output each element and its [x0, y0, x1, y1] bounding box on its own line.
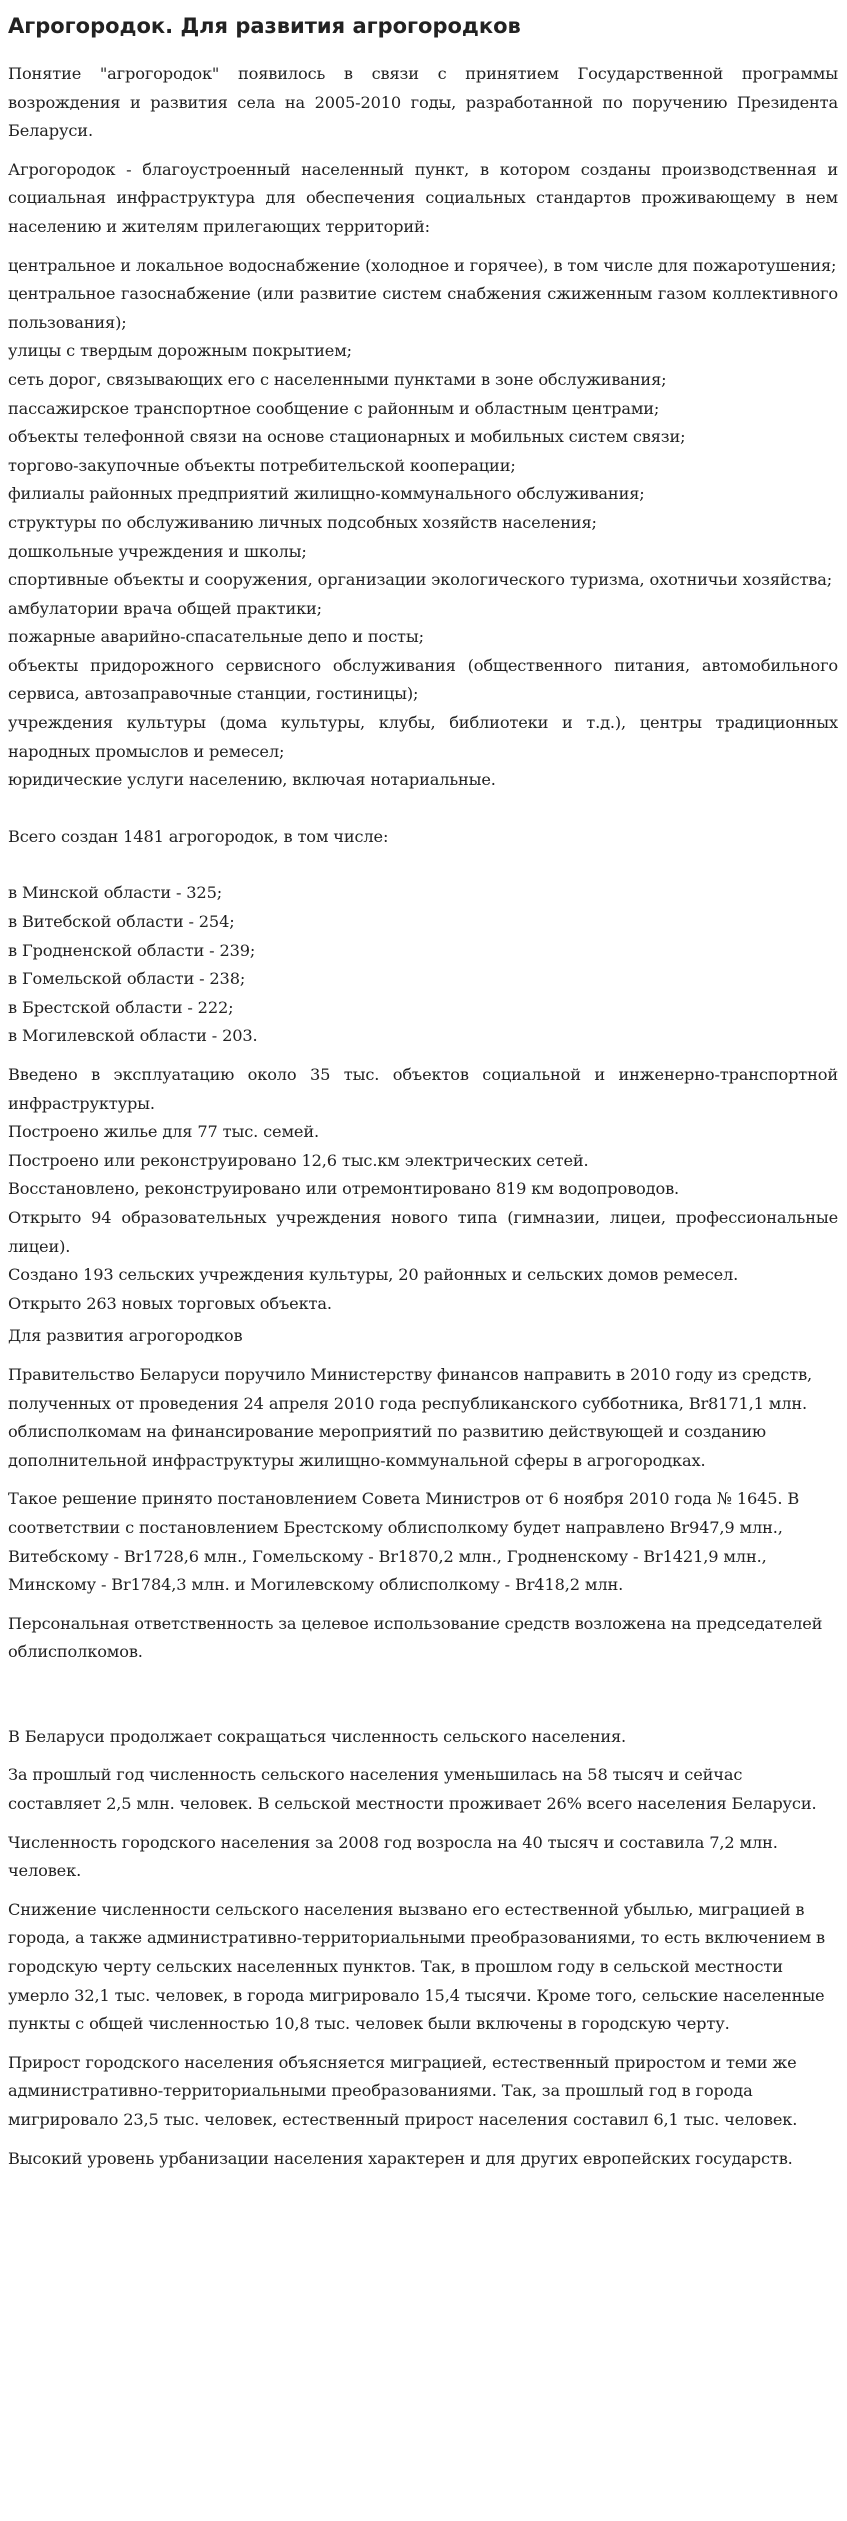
infrastructure-item: центральное и локальное водоснабжение (холодное и горячее), в том числе для пожаротушения; [8, 255, 837, 275]
infrastructure-item: пассажирское транспортное сообщение с районным и областным центрами; [8, 398, 660, 418]
region-item: в Брестской области - 222; [8, 997, 234, 1017]
infrastructure-item: структуры по обслуживанию личных подсобных хозяйств населения; [8, 512, 597, 532]
infrastructure-list [8, 252, 838, 795]
region-item: в Минской области - 325; [8, 883, 223, 903]
infrastructure-item: сеть дорог, связывающих его с населенными пунктами в зоне обслуживания; [8, 369, 667, 389]
results-list [8, 1061, 838, 1318]
infrastructure-item: торгово-закупочные объекты потребительской кооперации; [8, 455, 516, 475]
population-paragraph: Высокий уровень урбанизации населения характерен и для других европейских государств. [8, 2148, 793, 2168]
development-paragraph: Правительство Беларуси поручило Министерству финансов направить в 2010 году из средств, полученных от проведения 24 апреля 2010 года республиканского субботника, Br8171,1 млн. облисполкомам на финансирование мероприятий по развитию действующей и созданию дополнительной инфраструктуры жилищно-коммунальной сферы в агрогородках. [8, 1364, 813, 1470]
infrastructure-item: объекты телефонной связи на основе стационарных и мобильных систем связи; [8, 427, 686, 447]
result-item: Создано 193 сельских учреждения культуры, 20 районных и сельских домов ремесел. [8, 1265, 739, 1285]
infrastructure-item: улицы с твердым дорожным покрытием; [8, 341, 352, 361]
population-paragraph: За прошлый год численность сельского населения уменьшилась на 58 тысяч и сейчас составляет 2,5 млн. человек. В сельской местности проживает 26% всего населения Беларуси. [8, 1765, 817, 1814]
infrastructure-item: спортивные объекты и сооружения, организации экологического туризма, охотничьи хозяйства; [8, 570, 833, 590]
infrastructure-item: учреждения культуры (дома культуры, клубы, библиотеки и т.д.), центры традиционных народных промыслов и ремесел; [8, 713, 838, 761]
region-item: в Гомельской области - 238; [8, 969, 246, 989]
result-item: Восстановлено, реконструировано или отремонтировано 819 км водопроводов. [8, 1179, 680, 1199]
total-count-text: Всего создан 1481 агрогородок, в том числе: [8, 826, 389, 846]
population-paragraph: В Беларуси продолжает сокращаться численность сельского населения. [8, 1726, 627, 1746]
infrastructure-item: юридические услуги населению, включая нотариальные. [8, 770, 496, 790]
region-item: в Витебской области - 254; [8, 912, 235, 932]
result-item: Введено в эксплуатацию около 35 тыс. объектов социальной и инженерно-транспортной инфраструктуры. [8, 1065, 838, 1113]
result-item: Открыто 263 новых торговых объекта. [8, 1293, 332, 1313]
result-item: Открыто 94 образовательных учреждения нового типа (гимназии, лицеи, профессиональные лицеи). [8, 1207, 838, 1256]
infrastructure-item: объекты придорожного сервисного обслуживания (общественного питания, автомобильного сервиса, автозаправочные станции, гостиницы); [8, 655, 838, 704]
infrastructure-item: дошкольные учреждения и школы; [8, 541, 307, 561]
intro-paragraph: Агрогородок - благоустроенный населенный пункт, в котором созданы производственная и социальная инфраструктура для обеспечения социальных стандартов проживающему в нем населению и жителям прилегающих территорий: [8, 159, 838, 236]
result-item: Построено жилье для 77 тыс. семей. [8, 1122, 319, 1142]
infrastructure-item: амбулатории врача общей практики; [8, 598, 322, 618]
infrastructure-item: филиалы районных предприятий жилищно-коммунального обслуживания; [8, 484, 645, 504]
regions-list [8, 879, 838, 1051]
article-title: Агрогородок. Для развития агрогородков [8, 14, 521, 38]
infrastructure-item: пожарные аварийно-спасательные депо и посты; [8, 627, 424, 647]
region-item: в Гродненской области - 239; [8, 940, 256, 960]
section-subheading: Для развития агрогородков [8, 1326, 243, 1346]
article [8, 0, 838, 2173]
development-paragraph: Такое решение принято постановлением Совета Министров от 6 ноября 2010 года № 1645. В соответствии с постановлением Брестскому облисполкому будет направлено Br947,9 млн., Витебскому - Br1728,6 млн., Гомельскому - Br1870,2 млн., Гродненскому - Br1421,9 млн., Минскому - Br1784,3 млн. и Могилевскому облисполкому - Br418,2 млн. [8, 1489, 800, 1595]
population-paragraph: Прирост городского населения объясняется миграцией, естественный приростом и теми же административно-территориальными преобразованиями. Так, за прошлый год в города мигрировало 23,5 тыс. человек, естественный прирост населения составил 6,1 тыс. человек. [8, 2052, 798, 2129]
intro-paragraph: Понятие "агрогородок" появилось в связи с принятием Государственной программы возрождения и развития села на 2005-2010 годы, разработанной по поручению Президента Беларуси. [8, 64, 838, 141]
development-paragraph: Персональная ответственность за целевое использование средств возложена на председателей облисполкомов. [8, 1613, 823, 1662]
region-item: в Могилевской области - 203. [8, 1026, 258, 1046]
population-paragraph: Снижение численности сельского населения вызвано его естественной убылью, миграцией в города, а также административно-территориальными преобразованиями, то есть включением в городскую черту сельских населенных пунктов. Так, в прошлом году в сельской местности умерло 32,1 тыс. человек, в города мигрировало 15,4 тысячи. Кроме того, сельские населенные пункты с общей численностью 10,8 тыс. человек были включены в городскую черту. [8, 1899, 825, 2034]
infrastructure-item: центральное газоснабжение (или развитие систем снабжения сжиженным газом коллективного пользования); [8, 284, 838, 332]
population-paragraph: Численность городского населения за 2008 год возросла на 40 тысяч и составила 7,2 млн. человек. [8, 1832, 778, 1881]
result-item: Построено или реконструировано 12,6 тыс.км электрических сетей. [8, 1150, 589, 1170]
